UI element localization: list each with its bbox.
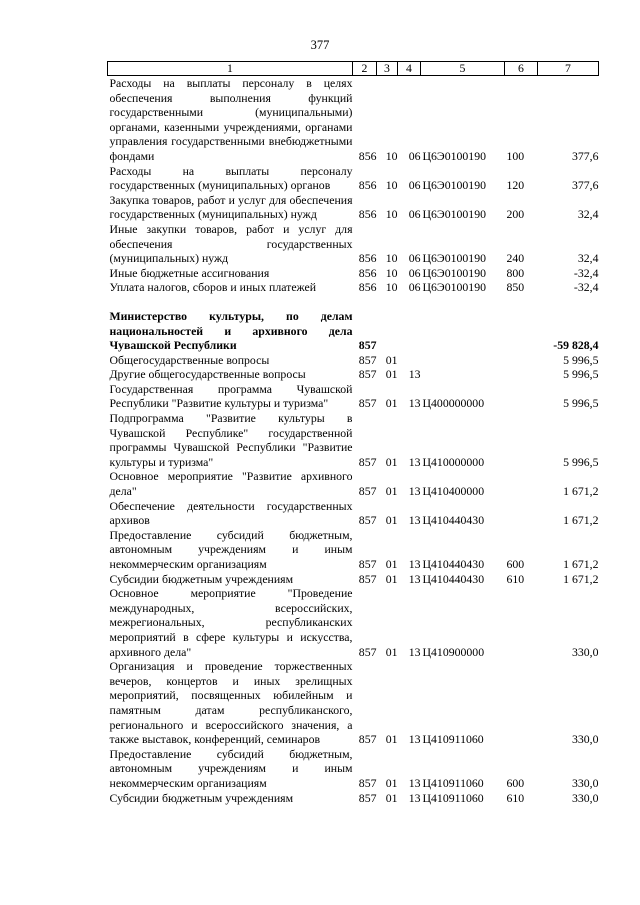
ministry-code-cell: 857 bbox=[358, 454, 377, 469]
subsection-code-cell: 06 bbox=[408, 148, 421, 163]
ministry-code-cell: 856 bbox=[358, 207, 377, 222]
table-row bbox=[108, 280, 599, 295]
table-row bbox=[108, 586, 599, 659]
target-article-cell: Ц410911060 bbox=[422, 732, 484, 747]
amount-cell: 1 671,2 bbox=[563, 571, 599, 586]
column-header-name: 1 bbox=[108, 62, 353, 76]
row-name-cell: Субсидии бюджетным учреждениям bbox=[109, 790, 294, 805]
target-article-cell bbox=[421, 309, 505, 353]
table-row bbox=[108, 367, 599, 382]
amount-cell: -59 828,4 bbox=[553, 338, 599, 353]
header-row bbox=[108, 62, 599, 76]
row-name-cell: Министерство культуры, по делам национальностей и архивного дела Чувашской Республики bbox=[109, 308, 353, 353]
expense-type-cell: 240 bbox=[506, 251, 525, 266]
target-article-cell: Ц400000000 bbox=[422, 396, 485, 411]
section-code-cell: 01 bbox=[385, 557, 398, 571]
expense-type-cell: 120 bbox=[506, 178, 525, 193]
table-row bbox=[108, 747, 599, 791]
amount-cell: 330,0 bbox=[571, 644, 599, 659]
expense-type-cell: 800 bbox=[506, 265, 525, 280]
expense-type-cell bbox=[505, 353, 538, 368]
row-name-cell: Иные бюджетные ассигнования bbox=[109, 265, 270, 280]
subsection-code-cell: 13 bbox=[408, 644, 421, 659]
amount-cell: 330,0 bbox=[571, 790, 599, 805]
section-code-cell: 10 bbox=[385, 280, 398, 295]
expense-type-cell bbox=[505, 309, 538, 353]
row-name-cell: Расходы на выплаты персоналу государственных (муниципальных) органов bbox=[109, 163, 353, 193]
subsection-code-cell: 13 bbox=[408, 367, 421, 382]
amount-cell: 1 671,2 bbox=[563, 484, 599, 499]
expense-type-cell bbox=[505, 586, 538, 659]
row-name-cell: Подпрограмма "Развитие культуры в Чувашской Республике" государственной программы Чувашской Республики "Развитие культуры и туризма" bbox=[109, 411, 353, 469]
expense-type-cell bbox=[505, 411, 538, 469]
table-row bbox=[108, 382, 599, 411]
table-row bbox=[108, 572, 599, 587]
amount-cell: -32,4 bbox=[573, 265, 599, 280]
subsection-code-cell bbox=[398, 309, 421, 353]
target-article-cell: Ц410440430 bbox=[422, 557, 485, 571]
row-name-cell: Уплата налогов, сборов и иных платежей bbox=[109, 280, 317, 295]
expense-type-cell bbox=[505, 367, 538, 382]
table-row bbox=[108, 659, 599, 747]
subsection-code-cell: 13 bbox=[408, 775, 421, 790]
budget-table bbox=[107, 61, 599, 805]
row-name-cell: Другие общегосударственные вопросы bbox=[109, 367, 306, 382]
target-article-cell bbox=[421, 353, 505, 368]
row-name-cell: Основное мероприятие "Проведение международных, всероссийских, межрегиональных, республиканских мероприятий в сфере культуры и искусства, архивного дела" bbox=[109, 586, 353, 659]
subsection-code-cell: 13 bbox=[408, 513, 421, 528]
ministry-code-cell: 857 bbox=[358, 352, 377, 367]
target-article-cell: Ц410440430 bbox=[422, 571, 485, 586]
table-row bbox=[108, 222, 599, 266]
target-article-cell: Ц410900000 bbox=[422, 644, 485, 659]
expense-type-cell bbox=[505, 659, 538, 747]
row-name-cell: Общегосударственные вопросы bbox=[109, 352, 270, 367]
amount-cell: 5 996,5 bbox=[563, 396, 599, 411]
table-row bbox=[108, 76, 599, 164]
column-header-amount: 7 bbox=[538, 62, 599, 76]
section-code-cell: 01 bbox=[385, 732, 398, 747]
row-name-cell: Государственная программа Чувашской Республики "Развитие культуры и туризма" bbox=[109, 381, 353, 411]
subsection-code-cell: 13 bbox=[408, 454, 421, 469]
section-code-cell: 10 bbox=[385, 207, 398, 222]
ministry-code-cell: 857 bbox=[358, 790, 377, 805]
table-row bbox=[108, 266, 599, 281]
expense-type-cell: 610 bbox=[506, 571, 525, 586]
subsection-code-cell: 13 bbox=[408, 790, 421, 805]
spacer-cell bbox=[108, 295, 599, 309]
expense-type-cell bbox=[505, 499, 538, 528]
ministry-code-cell: 856 bbox=[358, 178, 377, 193]
subsection-code-cell: 06 bbox=[408, 251, 421, 266]
row-name-cell: Расходы на выплаты персоналу в целях обеспечения выполнения функций государственными (муниципальными) органами, казенными учреждениями, органами управления государственными внебюджетными фондами bbox=[109, 76, 353, 163]
expense-type-cell bbox=[505, 469, 538, 498]
subsection-code-cell: 06 bbox=[408, 265, 421, 280]
target-article-cell: Ц6Э0100190 bbox=[422, 265, 486, 280]
expense-type-cell: 200 bbox=[506, 207, 525, 222]
subsection-code-cell: 06 bbox=[408, 280, 421, 295]
ministry-code-cell: 857 bbox=[358, 732, 377, 747]
target-article-cell: Ц6Э0100190 bbox=[422, 280, 486, 295]
amount-cell: 377,6 bbox=[571, 148, 599, 163]
ministry-code-cell: 857 bbox=[358, 513, 377, 528]
subsection-code-cell bbox=[398, 353, 421, 368]
table-row bbox=[108, 499, 599, 528]
column-header-expense-type: 6 bbox=[505, 62, 538, 76]
amount-cell: 32,4 bbox=[577, 207, 599, 222]
ministry-code-cell: 857 bbox=[358, 367, 377, 382]
ministry-code-cell: 857 bbox=[358, 775, 377, 790]
row-name-cell: Закупка товаров, работ и услуг для обеспечения государственных (муниципальных) нужд bbox=[109, 192, 353, 222]
section-code-cell: 01 bbox=[385, 367, 398, 382]
row-name-cell: Основное мероприятие "Развитие архивного дела" bbox=[109, 469, 353, 499]
row-name-cell: Предоставление субсидий бюджетным, автономным учреждениям и иным некоммерческим организациям bbox=[109, 527, 353, 571]
target-article-cell: Ц6Э0100190 bbox=[422, 178, 486, 193]
spacer-row bbox=[108, 295, 599, 309]
table-row bbox=[108, 528, 599, 572]
ministry-code-cell: 857 bbox=[358, 484, 377, 499]
target-article-cell: Ц410911060 bbox=[422, 775, 484, 790]
table-row bbox=[108, 411, 599, 469]
expense-type-cell: 610 bbox=[506, 790, 525, 805]
page-number: 377 bbox=[310, 38, 330, 52]
subsection-code-cell: 06 bbox=[408, 207, 421, 222]
section-code-cell: 10 bbox=[385, 178, 398, 193]
ministry-code-cell: 856 bbox=[358, 265, 377, 280]
subsection-code-cell: 13 bbox=[408, 732, 421, 747]
target-article-cell: Ц410440430 bbox=[422, 513, 485, 528]
ministry-code-cell: 857 bbox=[358, 396, 377, 411]
expense-type-cell: 100 bbox=[506, 148, 525, 163]
amount-cell: 377,6 bbox=[571, 178, 599, 193]
expense-type-cell: 600 bbox=[506, 775, 525, 790]
column-header-subsection: 4 bbox=[398, 62, 421, 76]
column-header-section: 3 bbox=[377, 62, 398, 76]
amount-cell: 330,0 bbox=[571, 732, 599, 747]
amount-cell: -32,4 bbox=[573, 280, 599, 295]
table-row bbox=[108, 791, 599, 806]
section-code-cell: 01 bbox=[385, 396, 398, 411]
table-body bbox=[108, 76, 599, 806]
section-code-cell: 01 bbox=[385, 790, 398, 805]
row-name-cell: Организация и проведение торжественных вечеров, концертов и иных зрелищных мероприятий, посвященных юбилейным и памятным датам республиканского, регионального и всероссийского значения, а также выставок, конференций, семинаров bbox=[109, 659, 353, 747]
target-article-cell bbox=[421, 367, 505, 382]
amount-cell: 1 671,2 bbox=[563, 557, 599, 571]
section-code-cell: 01 bbox=[385, 484, 398, 499]
section-code-cell: 01 bbox=[385, 454, 398, 469]
section-code-cell: 01 bbox=[385, 644, 398, 659]
subsection-code-cell: 13 bbox=[408, 396, 421, 411]
target-article-cell: Ц6Э0100190 bbox=[422, 207, 486, 222]
table-row bbox=[108, 164, 599, 193]
amount-cell: 330,0 bbox=[571, 775, 599, 790]
target-article-cell: Ц410911060 bbox=[422, 790, 484, 805]
section-code-cell: 01 bbox=[385, 513, 398, 528]
target-article-cell: Ц6Э0100190 bbox=[422, 148, 486, 163]
amount-cell: 5 996,5 bbox=[563, 454, 599, 469]
section-code-cell bbox=[377, 309, 398, 353]
column-header-target-article: 5 bbox=[421, 62, 505, 76]
target-article-cell: Ц6Э0100190 bbox=[422, 251, 486, 266]
section-code-cell: 01 bbox=[385, 571, 398, 586]
row-name-cell: Предоставление субсидий бюджетным, автономным учреждениям и иным некоммерческим организациям bbox=[109, 746, 353, 790]
section-code-cell: 10 bbox=[385, 265, 398, 280]
section-code-cell: 10 bbox=[385, 251, 398, 266]
section-code-cell: 10 bbox=[385, 148, 398, 163]
amount-cell: 5 996,5 bbox=[563, 367, 599, 382]
ministry-code-cell: 857 bbox=[358, 571, 377, 586]
subsection-code-cell: 06 bbox=[408, 178, 421, 193]
amount-cell: 32,4 bbox=[577, 251, 599, 266]
table-header bbox=[108, 62, 599, 76]
column-header-ministry: 2 bbox=[353, 62, 377, 76]
section-code-cell: 01 bbox=[385, 352, 398, 367]
row-name-cell: Обеспечение деятельности государственных архивов bbox=[109, 498, 353, 528]
expense-type-cell: 850 bbox=[506, 280, 525, 295]
target-article-cell: Ц410000000 bbox=[422, 454, 485, 469]
table-row bbox=[108, 193, 599, 222]
ministry-code-cell: 856 bbox=[358, 251, 377, 266]
amount-cell: 1 671,2 bbox=[563, 513, 599, 528]
subsection-code-cell: 13 bbox=[408, 557, 421, 571]
row-name-cell: Иные закупки товаров, работ и услуг для обеспечения государственных (муниципальных) нужд bbox=[109, 221, 353, 266]
subsection-code-cell: 13 bbox=[408, 571, 421, 586]
table-row bbox=[108, 353, 599, 368]
ministry-code-cell: 857 bbox=[358, 557, 377, 571]
table-row bbox=[108, 469, 599, 498]
ministry-code-cell: 857 bbox=[358, 338, 377, 353]
expense-type-cell bbox=[505, 382, 538, 411]
ministry-code-cell: 856 bbox=[358, 148, 377, 163]
amount-cell: 5 996,5 bbox=[563, 352, 599, 367]
expense-type-cell: 600 bbox=[506, 557, 525, 571]
ministry-code-cell: 856 bbox=[358, 280, 377, 295]
section-code-cell: 01 bbox=[385, 775, 398, 790]
ministry-code-cell: 857 bbox=[358, 644, 377, 659]
table-row bbox=[108, 309, 599, 353]
row-name-cell: Субсидии бюджетным учреждениям bbox=[109, 571, 294, 586]
subsection-code-cell: 13 bbox=[408, 484, 421, 499]
target-article-cell: Ц410400000 bbox=[422, 484, 485, 499]
